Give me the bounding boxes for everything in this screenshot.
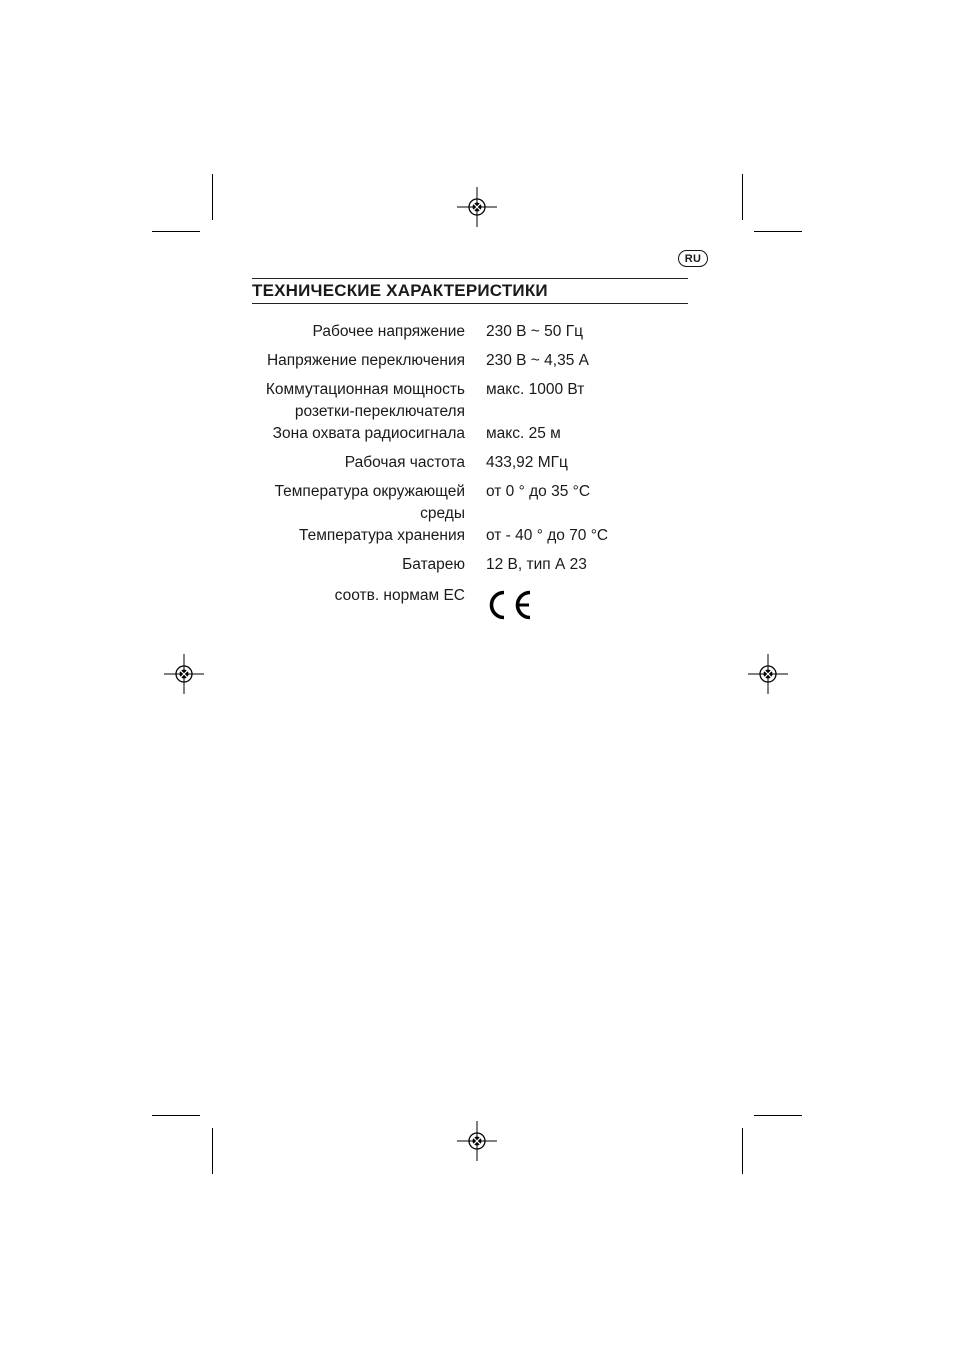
spec-value: 12 В, тип А 23 [486,556,587,573]
spec-label: Рабочая частота [344,454,465,471]
spec-value: макс. 1000 Вт [486,381,585,398]
spec-label: соотв. нормам ЕС [334,587,465,604]
crop-mark-top-right-vertical [742,174,743,220]
crop-mark-bottom-right-horizontal [754,1115,802,1116]
section-rule-top [252,278,688,279]
registration-target-icon [457,1121,497,1161]
spec-label: Рабочее напряжение [312,323,465,340]
spec-value: макс. 25 м [486,425,561,442]
spec-label: Зона охвата радиосигнала [272,425,465,442]
spec-label: Температура окружающей среды [274,483,465,522]
section-rule-bottom [252,303,688,304]
spec-value: 230 В ~ 4,35 А [486,352,589,369]
spec-value: 433,92 МГц [486,454,568,471]
registration-target-icon [164,654,204,694]
spec-label: Напряжение переключения [266,352,465,369]
section-title: ТЕХНИЧЕСКИЕ ХАРАКТЕРИСТИКИ [252,281,548,300]
registration-target-icon [748,654,788,694]
spec-label: Температура хранения [299,527,465,544]
crop-mark-bottom-left-horizontal [152,1115,200,1116]
crop-mark-top-right-horizontal [754,231,802,232]
crop-mark-bottom-left-vertical [212,1128,213,1174]
crop-mark-bottom-right-vertical [742,1128,743,1174]
spec-label: Батарею [402,556,465,573]
crop-mark-top-left-vertical [212,174,213,220]
ce-mark-icon [486,589,534,621]
spec-value: 230 В ~ 50 Гц [486,323,583,340]
spec-value: от - 40 ° до 70 °C [486,527,609,544]
spec-value: от 0 ° до 35 °C [486,483,591,500]
crop-mark-top-left-horizontal [152,231,200,232]
spec-label: Коммутационная мощность розетки-переключателя [265,381,465,420]
language-badge: RU [678,250,708,267]
registration-target-icon [457,187,497,227]
